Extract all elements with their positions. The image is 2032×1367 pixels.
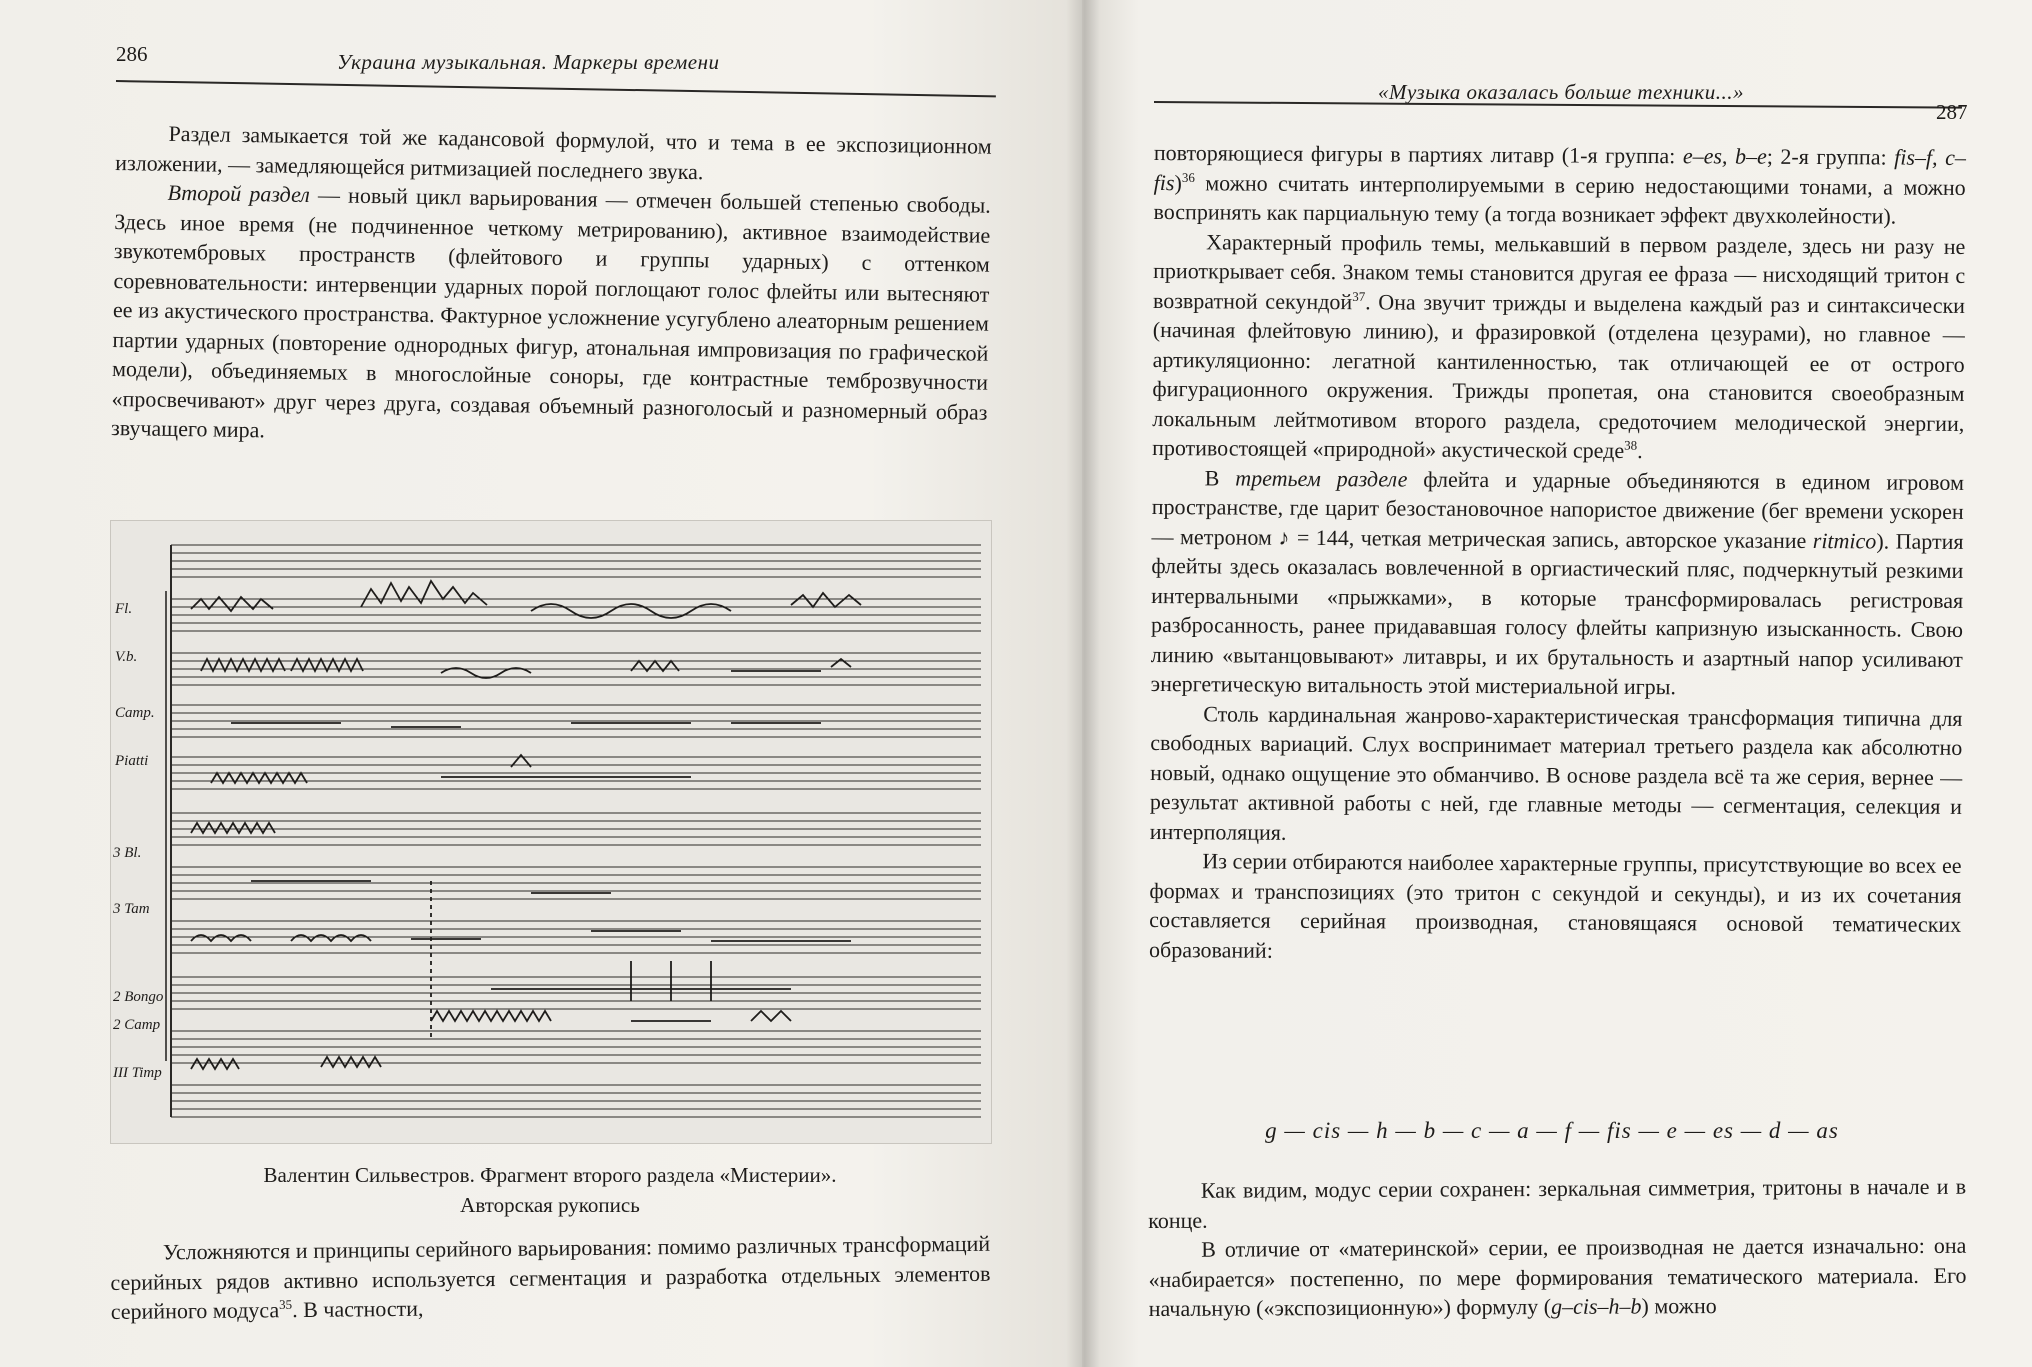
paragraph: В третьем разделе флейта и ударные объединяются в едином игровом пространстве, где царит безостановочное напористое движение (бег времени ускорен — метроном ♪ = 144, четкая метрическая запись, авторское указание ritmico). Партия флейты здесь оказалась вовлеченной в оргиастический пляс, подчеркнутый резкими интервальными «прыжками», в которые трансформировалась регистровая разбросанность, ранее придававшая голосу флейты капризную изысканность. Свою линию «вытанцовывают» литавры, и их брутальность и азартный напор усиливают энергетическую витальность этой мистериальной игры. [1150, 464, 1964, 700]
book-gutter [1066, 0, 1100, 1367]
staff-label-bongo: 2 Bongo [113, 989, 164, 1005]
page-number: 287 [1936, 100, 1968, 124]
emphasis: Второй раздел [167, 179, 311, 208]
body-text-bottom [1148, 1172, 1967, 1324]
running-head: Украина музыкальная. Маркеры времени [337, 50, 720, 74]
paragraph: Столь кардинальная жанрово-характеристическая трансформация типична для свободных вариаций. Слух воспринимает материал третьего раздела как абсолютно новый, однако ощущение это обманчиво. В основе раздела всё та же серия, вернее — результат активной работы с ней, где главные методы — сегментация, селекция и интерполяция. [1149, 700, 1963, 845]
footnote-ref: 35 [279, 1296, 293, 1312]
series-formula: g — cis — h — b — c — a — f — fis — e — es — d — as [1265, 1118, 1839, 1143]
staff-label-camp2: 2 Camp [113, 1017, 161, 1033]
body-text-bottom [110, 1229, 991, 1327]
staff-label-vb: V.b. [115, 649, 138, 665]
emphasis: третьем разделе [1235, 465, 1408, 492]
staff-label-fl: Fl. [115, 601, 133, 617]
paragraph: Характерный профиль темы, мелькавший в первом разделе, здесь ни разу не приоткрывает себя. Знаком темы становится другая ее фраза — нисходящий тритон с возвратной секундой$^{37}$. Она звучит трижды и выделена каждый раз и синтаксически (начиная флейтовую линию), и фразировкой (отделена цезурами), но главное — артикуляционно: легатной кантиленностью, так отличающей ее от острого фигурационного окружения. Трижды пропетая, она становится своеобразным локальным лейтмотивом второго раздела, средоточием мелодической энергии, противостоящей «природной» акустической среде$^{38}$. [1152, 228, 1966, 463]
page-number: 286 [116, 42, 148, 66]
staff-label-piatti: Piatti [115, 753, 149, 769]
staff-label-tam: 3 Tam [113, 901, 150, 917]
body-text-top [111, 118, 992, 456]
paragraph: Раздел замыкается той же кадансовой формулой, что и тема в ее экспозиционном изложении, — замедляющейся ритмизацией последнего звука. [115, 120, 992, 184]
score-image [111, 521, 991, 1143]
footnote-ref: 37 [1352, 288, 1366, 304]
paragraph: В отличие от «материнской» серии, ее производная не дается изначально: она «набирается» постепенно, по мере формирования тематического материала. Его начальную («экспозиционную») формулу (g–cis–h–b) можно [1148, 1232, 1967, 1321]
header-rule [116, 80, 996, 97]
body-text-top [1149, 138, 1966, 969]
right-page [1082, 0, 2032, 1367]
paragraph: Второй раздел — новый цикл варьирования — отмечен большей степенью свободы. Здесь иное время (не подчиненное четкому метрированию), активное взаимодействие звукотембровых пространств (флейтового и группы ударных) с оттенком соревновательности: интервенции ударных порой поглощают голос флейты или вытесняют ее из акустического пространства. Фактурное усложнение усугублено алеаторным решением партии ударных (повторение однородных фигур, атональная импровизация по графической модели), объединяемых в многослойные соноры, где контрастные темброзвучности «просвечивают» друг через друга, создавая объемный разноголосый и разномерный образ звучащего мира. [110, 179, 991, 443]
caption-line: Авторская рукопись [460, 1193, 640, 1217]
figure-caption [110, 1160, 990, 1220]
footnote-ref: 36 [1181, 169, 1195, 185]
caption-line: Валентин Сильвестров. Фрагмент второго раздела «Мистерии». [263, 1163, 837, 1187]
staff-label-timp: III Timp [113, 1065, 162, 1081]
footnote-ref: 38 [1624, 437, 1638, 453]
running-head: «Музыка оказалась больше техники...» [1378, 80, 1744, 104]
manuscript-figure [110, 520, 992, 1144]
staff-label-camp: Camp. [115, 705, 155, 721]
paragraph: Из серии отбираются наиболее характерные группы, присутствующие во всех ее формах и транспозициях (это тритон с секундой и секунды), и из их сочетания составляется серийная производная, становящаяся основой тематических образований: [1148, 848, 1962, 963]
paragraph: Усложняются и принципы серийного варьирования: помимо различных трансформаций серийных рядов активно используется сегментация и разработка отдельных элементов серийного модуса$^{35}$. В частности, [110, 1230, 991, 1324]
paragraph: Как видим, модус серии сохранен: зеркальная симметрия, тритоны в начале и в конце. [1148, 1173, 1967, 1233]
paragraph: повторяющиеся фигуры в партиях литавр (1-я группа: e–es, b–e; 2-я группа: fis–f, c–fis)$^{36}$ можно считать интерполируемыми в серию недостающими тонами, а можно воспринять как парциальную тему (а тогда возникает эффект двухколейности). [1153, 139, 1966, 229]
staff-label-bl: 3 Bl. [113, 845, 142, 861]
